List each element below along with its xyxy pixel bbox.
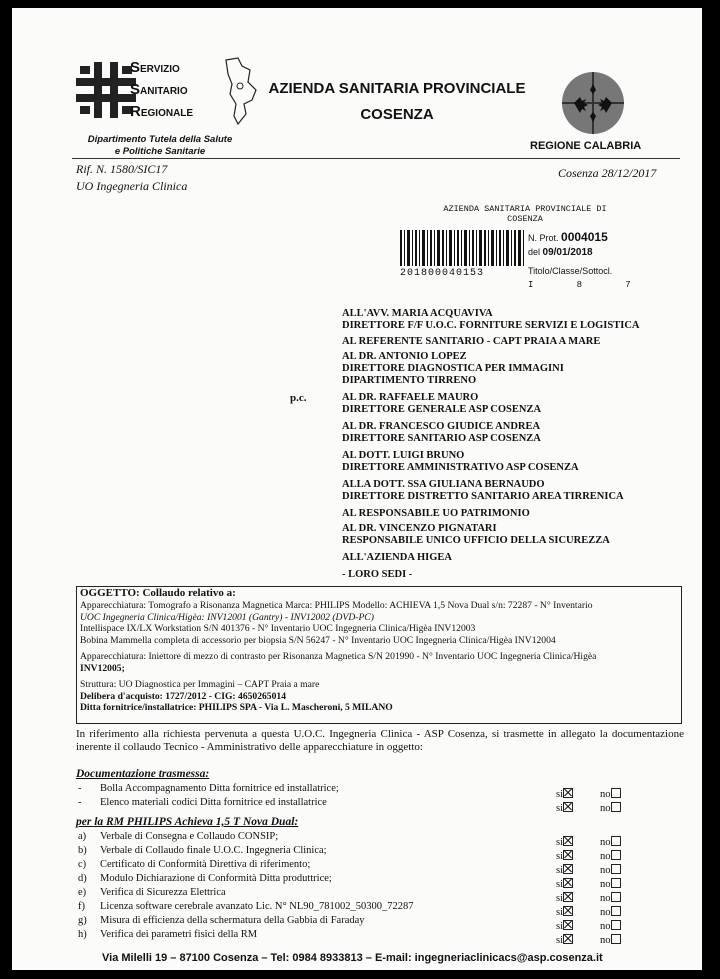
recipient-1: ALL'AVV. MARIA ACQUAVIVA DIRETTORE F/F U.O.C. FORNITURE SERVIZI E LOGISTICA <box>342 308 640 331</box>
footer-contacts: Via Milelli 19 – 87100 Cosenza – Tel: 0984 8933813 – E-mail: ingegneriaclinicacs@asp.cosenza.it <box>102 952 603 964</box>
list-item: e) Verifica di Sicurezza Elettrica <box>78 887 226 898</box>
list-item: b) Verbale di Collaudo finale U.O.C. Ingegneria Clinica; <box>78 845 327 856</box>
si-checkbox[interactable]: si <box>556 878 573 890</box>
recipient-11: - LORO SEDI - <box>342 569 413 580</box>
list-item: - Bolla Accompagnamento Ditta fornitrice ed installatrice; <box>78 783 339 794</box>
list-item: h) Verifica dei parametri fisici della RM <box>78 929 258 940</box>
si-checkbox[interactable]: si <box>556 836 573 848</box>
subject-line: Bobina Mammella completa di accessorio per biopsia S/N 56247 - N° Inventario UOC Ingegneria Clinica/Higèa INV12004 <box>80 634 556 646</box>
department-caption: Dipartimento Tutela della Salute e Politiche Sanitarie <box>87 134 233 157</box>
letter-page <box>12 8 702 970</box>
si-checkbox[interactable]: si <box>556 864 573 876</box>
protocol-stamp: AZIENDA SANITARIA PROVINCIALE DI COSENZA <box>443 204 607 224</box>
subject-line: Apparecchiatura: Tomografo a Risonanza Magnetica Marca: PHILIPS Modello: ACHIEVA 1,5 Nova Dual s/n: 72287 - N° Inventario <box>80 600 593 611</box>
recipient-3: AL DR. ANTONIO LOPEZ DIRETTORE DIAGNOSTICA PER IMMAGINI DIPARTIMENTO TIRRENO <box>342 351 564 386</box>
no-checkbox[interactable]: no <box>600 934 621 946</box>
pc-label: p.c. <box>290 392 307 404</box>
recipient-5: AL DR. FRANCESCO GIUDICE ANDREA DIRETTORE SANITARIO ASP COSENZA <box>342 421 541 444</box>
rm-section-title: per la RM PHILIPS Achieva 1,5 T Nova Dual: <box>76 816 299 828</box>
recipient-8: AL RESPONSABILE UO PATRIMONIO <box>342 508 530 519</box>
ssr-wordmark: SERVIZIO SANITARIO REGIONALE <box>130 59 194 120</box>
reference-number: Rif. N. 1580/SIC17 <box>76 162 168 176</box>
recipient-7: ALLA DOTT. SSA GIULIANA BERNAUDO DIRETTORE DISTRETTO SANITARIO AREA TIRRENICA <box>342 479 624 502</box>
no-checkbox[interactable]: no <box>600 920 621 932</box>
subject-line: Delibera d'acquisto: 1727/2012 - CIG: 4650265014 <box>80 690 286 702</box>
regione-label: REGIONE CALABRIA <box>530 140 642 152</box>
protocol-details: N. Prot. 0004015 del 09/01/2018 Titolo/Classe/Sottocl. I 8 7 <box>528 230 631 290</box>
doc-section-title: Documentazione trasmessa: <box>76 768 210 780</box>
list-item: g) Misura di efficienza della schermatura della Gabbia di Faraday <box>78 915 365 926</box>
subject-box <box>76 586 682 724</box>
no-checkbox[interactable]: no <box>600 878 621 890</box>
si-checkbox[interactable]: si <box>556 802 573 814</box>
barcode-number: 201800040153 <box>400 268 485 279</box>
recipient-9: AL DR. VINCENZO PIGNATARI RESPONSABILE UNICO UFFICIO DELLA SICUREZZA <box>342 523 610 546</box>
si-checkbox[interactable]: si <box>556 920 573 932</box>
list-item: d) Modulo Dichiarazione di Conformità Ditta produttrice; <box>78 873 332 884</box>
header-rule <box>72 158 680 159</box>
regione-calabria-emblem <box>560 70 626 136</box>
list-item: a) Verbale di Consegna e Collaudo CONSIP; <box>78 831 279 842</box>
no-checkbox[interactable]: no <box>600 836 621 848</box>
subject-line: Struttura: UO Diagnostica per Immagini – CAPT Praia a mare <box>80 679 320 690</box>
ssr-cross-logo <box>74 60 138 120</box>
no-checkbox[interactable]: no <box>600 906 621 918</box>
list-item: c) Certificato di Conformità Direttiva di riferimento; <box>78 859 311 870</box>
si-checkbox[interactable]: si <box>556 906 573 918</box>
subject-line: Apparecchiatura: Iniettore di mezzo di contrasto per Risonanza Magnetica S/N 201990 - N° Inventario UOC Ingegneria Clinica/Higèa <box>80 651 597 662</box>
no-checkbox[interactable]: no <box>600 788 621 800</box>
uo-label: UO Ingegneria Clinica <box>76 179 188 193</box>
si-checkbox[interactable]: si <box>556 934 573 946</box>
no-checkbox[interactable]: no <box>600 892 621 904</box>
si-checkbox[interactable]: si <box>556 850 573 862</box>
si-checkbox[interactable]: si <box>556 892 573 904</box>
subject-line: Intellispace IX/LX Workstation S/N 401376 - N° Inventario UOC Ingegneria Clinica/Higèa INV12003 <box>80 623 476 634</box>
subject-line: UOC Ingegneria Clinica/Higèa: INV12001 (Gantry) - INV12002 (DVD-PC) <box>80 611 374 623</box>
no-checkbox[interactable]: no <box>600 850 621 862</box>
recipient-2: AL REFERENTE SANITARIO - CAPT PRAIA A MARE <box>342 336 601 347</box>
body-paragraph: In riferimento alla richiesta pervenuta a questa U.O.C. Ingegneria Clinica - ASP Cosenza, si trasmette in allegato la documentazione inerente il collaudo Tecnico - Amministrativo delle apparecchiature in oggetto: <box>76 728 684 753</box>
calabria-map-icon <box>220 56 262 126</box>
list-item: f) Licenza software cerebrale avanzato Lic. N° NL90_781002_50300_72287 <box>78 901 414 912</box>
subject-title: OGGETTO: Collaudo relativo a: <box>80 587 236 599</box>
no-checkbox[interactable]: no <box>600 802 621 814</box>
subject-line: Ditta fornitrice/installatrice: PHILIPS SPA - Via L. Mascheroni, 5 MILANO <box>80 702 393 713</box>
no-checkbox[interactable]: no <box>600 864 621 876</box>
place-date: Cosenza 28/12/2017 <box>558 166 657 180</box>
si-checkbox[interactable]: si <box>556 788 573 800</box>
list-item: - Elenco materiali codici Ditta fornitrice ed installatrice <box>78 797 327 808</box>
asp-heading: AZIENDA SANITARIA PROVINCIALE COSENZA <box>268 80 526 123</box>
recipient-4: AL DR. RAFFAELE MAURO DIRETTORE GENERALE ASP COSENZA <box>342 392 542 415</box>
recipient-10: ALL'AZIENDA HIGEA <box>342 552 452 563</box>
recipient-6: AL DOTT. LUIGI BRUNO DIRETTORE AMMINISTRATIVO ASP COSENZA <box>342 450 579 473</box>
subject-line: INV12005; <box>80 662 125 674</box>
